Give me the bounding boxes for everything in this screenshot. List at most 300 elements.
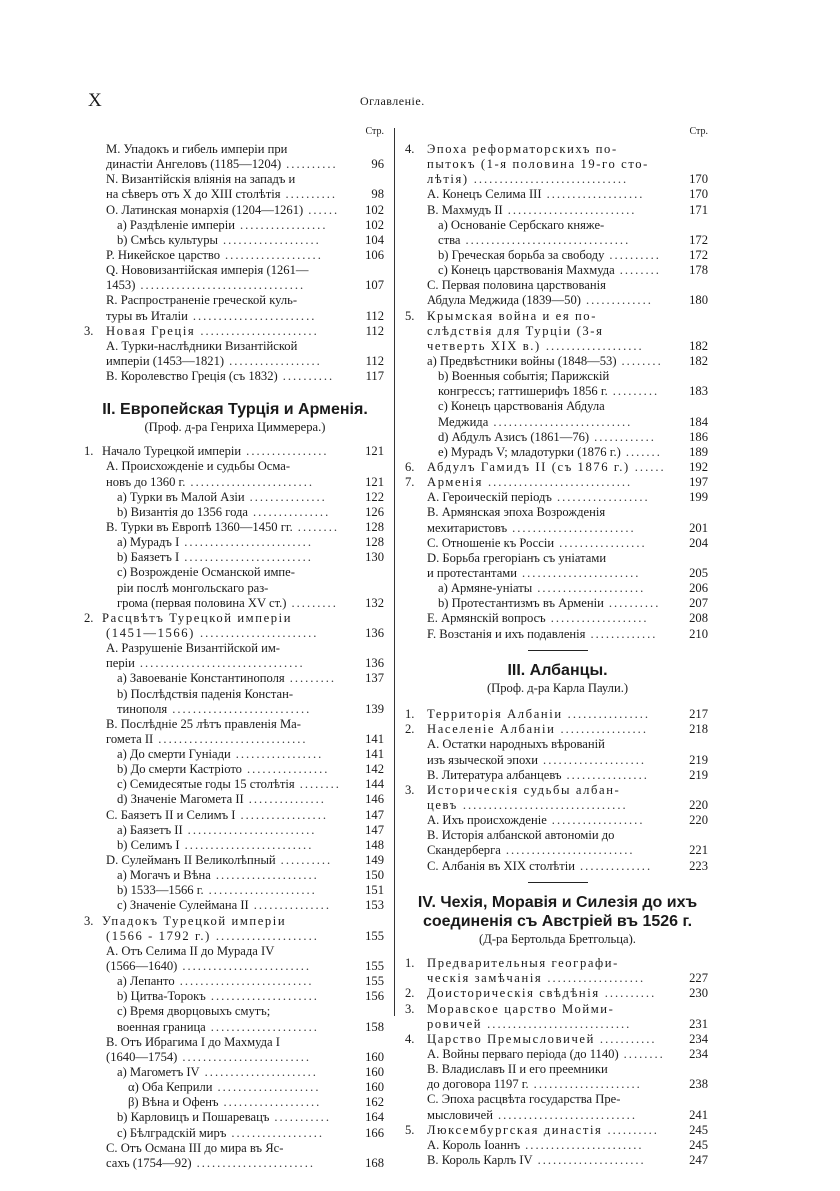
leader-dots: ........................ bbox=[512, 520, 636, 535]
toc-entry bbox=[405, 1062, 710, 1092]
entry-text: C. Албанія въ XIX столѣтіи bbox=[427, 858, 576, 873]
entry-page: 122 bbox=[365, 489, 384, 504]
leader-dots: ................. bbox=[235, 747, 324, 762]
leader-dots: ...... bbox=[308, 202, 340, 217]
toc-line bbox=[84, 868, 386, 883]
toc-line bbox=[84, 1110, 386, 1125]
entry-text: a) Раздѣленіе имперіи bbox=[117, 217, 235, 232]
leader-dots: .............. bbox=[580, 858, 653, 873]
toc-entry bbox=[405, 551, 710, 581]
entry-text: Начало Турецкой имперіи bbox=[102, 444, 242, 459]
toc-entry bbox=[405, 354, 710, 369]
toc-line bbox=[84, 838, 386, 853]
entry-text: A. Турки-наслѣдники Византійской bbox=[106, 338, 298, 353]
entry-text: a) Мурадъ I bbox=[117, 535, 180, 550]
toc-line bbox=[84, 611, 386, 626]
entry-text: военная граница bbox=[117, 1019, 206, 1034]
entry-page: 112 bbox=[365, 353, 384, 368]
toc-line bbox=[84, 263, 386, 278]
toc-line bbox=[405, 309, 710, 324]
leader-dots: ................................ bbox=[465, 232, 631, 247]
entry-page: 102 bbox=[365, 217, 384, 232]
toc-line bbox=[405, 798, 710, 813]
entry-page: 148 bbox=[365, 837, 384, 852]
toc-entry bbox=[405, 1047, 710, 1062]
left-column bbox=[84, 126, 386, 1171]
toc-entry bbox=[405, 430, 710, 445]
toc-line bbox=[84, 1095, 386, 1110]
entry-text: B. Отъ Ибрагима I до Махмуда I bbox=[106, 1034, 280, 1049]
toc-line bbox=[84, 989, 386, 1004]
entry-text: β) Вѣна и Офенъ bbox=[128, 1095, 219, 1110]
entry-text: Населеніе Албаніи bbox=[427, 722, 556, 737]
leader-dots: ......................... bbox=[184, 550, 313, 565]
section-title-line2: соединенія съ Австріей въ 1526 г. bbox=[422, 913, 693, 931]
toc-line bbox=[84, 324, 386, 339]
entry-text: A. Разрушеніе Византійской им- bbox=[106, 641, 280, 656]
toc-entry bbox=[84, 989, 386, 1004]
entry-text: b) Греческая борьба за свободу bbox=[438, 247, 605, 262]
leader-dots: ........ bbox=[619, 263, 661, 278]
leader-dots: ..................... bbox=[537, 581, 646, 596]
leader-dots: .......................... bbox=[179, 974, 314, 989]
entry-text: N. Византійскія вліянія на западъ и bbox=[106, 172, 296, 187]
entry-text: Новая Греція bbox=[106, 323, 196, 338]
section-author: (Проф. д-ра Карла Паули.) bbox=[486, 681, 629, 696]
toc-entry bbox=[84, 823, 386, 838]
toc-line bbox=[84, 641, 386, 656]
entry-text: c) Конецъ царствованія Абдула bbox=[438, 399, 605, 414]
entry-text: (1566—1640) bbox=[106, 959, 178, 974]
toc-line bbox=[405, 722, 710, 737]
entry-text: a) Баязетъ II bbox=[117, 822, 183, 837]
entry-page: 112 bbox=[365, 308, 384, 323]
toc-line bbox=[405, 581, 710, 596]
toc-entry bbox=[84, 263, 386, 293]
leader-dots: ..................... bbox=[210, 989, 319, 1004]
entry-text: D. Сулейманъ II Великолѣпный bbox=[106, 853, 276, 868]
toc-line bbox=[84, 490, 386, 505]
toc-line bbox=[84, 1020, 386, 1035]
leader-dots: ......................... bbox=[507, 202, 637, 217]
entry-text: до договора 1197 г. bbox=[427, 1077, 529, 1092]
leader-dots: ................. bbox=[560, 722, 648, 737]
toc-entry bbox=[84, 142, 386, 172]
entry-text: (1640—1754) bbox=[106, 1049, 178, 1064]
toc-line bbox=[405, 828, 710, 843]
entry-text: B. Королевство Греція (съ 1832) bbox=[106, 369, 278, 384]
entry-page: 221 bbox=[689, 843, 708, 858]
entry-text: c) Конецъ царствованія Махмуда bbox=[438, 263, 615, 278]
toc-line bbox=[405, 172, 710, 187]
entry-text: b) Карловицъ и Пошаревацъ bbox=[117, 1110, 270, 1125]
entry-text: Царство Премысловичей bbox=[427, 1031, 595, 1046]
entry-page: 182 bbox=[689, 338, 708, 353]
entry-text: B. Литература албанцевъ bbox=[427, 767, 562, 782]
entry-text: сахъ (1754—92) bbox=[106, 1155, 192, 1170]
entry-text: новъ до 1360 г. bbox=[106, 474, 186, 489]
leader-dots: ....................... bbox=[522, 565, 641, 580]
entry-page: 234 bbox=[689, 1047, 708, 1062]
entry-page: 155 bbox=[365, 959, 384, 974]
entry-text: b) Цитва-Торокъ bbox=[117, 989, 206, 1004]
entry-page: 128 bbox=[365, 535, 384, 550]
entry-number: 3. bbox=[84, 323, 94, 338]
entry-number: 1. bbox=[405, 707, 415, 722]
entry-text: на сѣверъ отъ X до XIII столѣтія bbox=[106, 187, 281, 202]
toc-line bbox=[405, 1092, 710, 1107]
entry-number: 3. bbox=[405, 1001, 415, 1016]
toc-entry bbox=[84, 172, 386, 202]
toc-line bbox=[84, 883, 386, 898]
entry-number: 1. bbox=[405, 956, 415, 971]
page-label: Стр. bbox=[365, 126, 384, 137]
toc-entry bbox=[84, 565, 386, 610]
entry-page: 117 bbox=[365, 369, 384, 384]
leader-dots: ......................... bbox=[182, 959, 312, 974]
entry-text: Q. Нововизантійская имперія (1261— bbox=[106, 263, 309, 278]
entry-text: мехитаристовъ bbox=[427, 520, 508, 535]
entry-page: 223 bbox=[689, 858, 708, 873]
entry-page: 182 bbox=[689, 353, 708, 368]
entry-page: 106 bbox=[365, 247, 384, 262]
toc-entry bbox=[405, 263, 710, 278]
leader-dots: ................... bbox=[547, 971, 646, 986]
toc-line bbox=[405, 415, 710, 430]
entry-text: гомета II bbox=[106, 731, 154, 746]
entry-number: 2. bbox=[84, 610, 94, 625]
entry-text: Моравское царство Мойми- bbox=[427, 1001, 615, 1016]
entry-text: b) Протестантизмъ въ Арменіи bbox=[438, 596, 604, 611]
leader-dots: ............... bbox=[253, 898, 331, 913]
toc-entry bbox=[84, 611, 386, 641]
entry-page: 245 bbox=[689, 1137, 708, 1152]
toc-line bbox=[405, 354, 710, 369]
toc-entry bbox=[84, 218, 386, 233]
entry-page: 180 bbox=[689, 293, 708, 308]
leader-dots: ................................ bbox=[462, 797, 628, 812]
leader-dots: ............................ bbox=[488, 475, 633, 490]
toc-entry bbox=[405, 536, 710, 551]
toc-line bbox=[405, 1017, 710, 1032]
entry-text: Скандерберга bbox=[427, 843, 501, 858]
entry-page: 141 bbox=[365, 731, 384, 746]
toc-line bbox=[405, 233, 710, 248]
entry-page: 121 bbox=[365, 444, 384, 459]
entry-page: 141 bbox=[365, 747, 384, 762]
entry-text: D. Борьба грегоріанъ съ уніатами bbox=[427, 550, 607, 565]
entry-page: 147 bbox=[365, 822, 384, 837]
toc-line bbox=[84, 369, 386, 384]
toc-line bbox=[84, 581, 386, 596]
entry-text: e) Мурадъ V; младотурки (1876 г.) bbox=[438, 444, 621, 459]
toc-entry bbox=[405, 596, 710, 611]
toc-entry bbox=[405, 309, 710, 354]
entry-page: 172 bbox=[689, 247, 708, 262]
entry-page: 155 bbox=[365, 928, 384, 943]
toc-line bbox=[405, 187, 710, 202]
leader-dots: ...... bbox=[634, 459, 666, 474]
entry-text: C. Эпоха расцвѣта государства Пре- bbox=[427, 1092, 621, 1107]
leader-dots: ................... bbox=[546, 187, 645, 202]
entry-page: 112 bbox=[365, 323, 384, 338]
toc-entry bbox=[84, 1080, 386, 1095]
toc-line bbox=[84, 671, 386, 686]
toc-line bbox=[84, 444, 386, 459]
toc-entry bbox=[84, 444, 386, 459]
section-rule bbox=[528, 650, 588, 652]
leader-dots: ......................... bbox=[184, 535, 313, 550]
toc-list bbox=[405, 956, 710, 1168]
toc-line bbox=[84, 792, 386, 807]
toc-line bbox=[405, 768, 710, 783]
leader-dots: .......... bbox=[286, 157, 338, 172]
toc-entry bbox=[84, 505, 386, 520]
entry-page: 130 bbox=[365, 550, 384, 565]
entry-page: 150 bbox=[365, 868, 384, 883]
leader-dots: ................... bbox=[550, 611, 649, 626]
entry-text: A. Войны перваго періода (до 1140) bbox=[427, 1047, 619, 1062]
entry-page: 197 bbox=[689, 475, 708, 490]
entry-page: 219 bbox=[689, 767, 708, 782]
leader-dots: ......................... bbox=[187, 822, 317, 837]
section-heading-4 bbox=[405, 893, 710, 948]
toc-entry bbox=[405, 445, 710, 460]
leader-dots: ....................... bbox=[200, 323, 319, 338]
entry-text: b) Военныя событія; Парижскій bbox=[438, 369, 610, 384]
entry-page: 128 bbox=[365, 519, 384, 534]
toc-line bbox=[405, 430, 710, 445]
entry-page: 121 bbox=[365, 474, 384, 489]
toc-entry bbox=[84, 687, 386, 717]
toc-entry bbox=[84, 671, 386, 686]
entry-text: Историческія судьбы албан- bbox=[427, 782, 621, 797]
toc-line bbox=[405, 218, 710, 233]
entry-page: 172 bbox=[689, 232, 708, 247]
entry-text: b) Послѣдствія паденія Констан- bbox=[117, 686, 294, 701]
entry-text: b) Византія до 1356 года bbox=[117, 504, 248, 519]
toc-entry bbox=[405, 142, 710, 187]
toc-line bbox=[405, 293, 710, 308]
toc-line bbox=[405, 1153, 710, 1168]
leader-dots: .................... bbox=[215, 868, 319, 883]
toc-entry bbox=[84, 853, 386, 868]
leader-dots: ........... bbox=[599, 1031, 657, 1046]
entry-page: 220 bbox=[689, 797, 708, 812]
toc-entry bbox=[84, 550, 386, 565]
toc-line bbox=[405, 1123, 710, 1138]
toc-line bbox=[405, 536, 710, 551]
toc-line bbox=[405, 339, 710, 354]
entry-page: 208 bbox=[689, 611, 708, 626]
entry-text: a) Основаніе Сербскаго княже- bbox=[438, 217, 605, 232]
toc-entry bbox=[405, 475, 710, 490]
toc-entry bbox=[84, 520, 386, 535]
toc-line bbox=[405, 859, 710, 874]
leader-dots: ...................... bbox=[204, 1065, 318, 1080]
toc-line bbox=[84, 777, 386, 792]
toc-line bbox=[84, 717, 386, 732]
page-title: Оглавленіе. bbox=[360, 94, 425, 108]
entry-text: Крымская война и ея по- bbox=[427, 308, 597, 323]
entry-page: 166 bbox=[365, 1125, 384, 1140]
entry-page: 184 bbox=[689, 414, 708, 429]
entry-page: 230 bbox=[689, 986, 708, 1001]
toc-line bbox=[84, 565, 386, 580]
entry-text: цевъ bbox=[427, 797, 458, 812]
toc-line bbox=[405, 384, 710, 399]
entry-page: 217 bbox=[689, 707, 708, 722]
toc-line bbox=[405, 157, 710, 172]
entry-text: и протестантами bbox=[427, 565, 517, 580]
leader-dots: .......... bbox=[285, 187, 338, 202]
entry-page: 162 bbox=[365, 1095, 384, 1110]
section-heading-3 bbox=[405, 661, 710, 697]
entry-text: конгрессъ; гаттишерифъ 1856 г. bbox=[438, 384, 608, 399]
entry-text: R. Распространеніе греческой куль- bbox=[106, 293, 298, 308]
leader-dots: ........................... bbox=[493, 414, 633, 429]
leader-dots: .................. bbox=[229, 353, 322, 368]
toc-entry bbox=[405, 783, 710, 813]
entry-text: c) Значеніе Сулеймана II bbox=[117, 898, 249, 913]
toc-line bbox=[84, 853, 386, 868]
toc-entry bbox=[405, 1032, 710, 1047]
toc-line bbox=[84, 475, 386, 490]
toc-line bbox=[84, 142, 386, 157]
toc-line bbox=[84, 354, 386, 369]
entry-text: Арменія bbox=[427, 475, 483, 490]
toc-entry bbox=[84, 233, 386, 248]
toc-line bbox=[84, 1065, 386, 1080]
toc-entry bbox=[84, 535, 386, 550]
entry-page: 171 bbox=[689, 202, 708, 217]
toc-entry bbox=[84, 838, 386, 853]
entry-page: 219 bbox=[689, 752, 708, 767]
leader-dots: ..................... bbox=[533, 1077, 642, 1092]
entry-text: B. Король Карлъ IV bbox=[427, 1153, 533, 1168]
toc-line bbox=[84, 520, 386, 535]
toc-line bbox=[84, 550, 386, 565]
entry-page: 218 bbox=[689, 722, 708, 737]
leader-dots: ................. bbox=[240, 807, 328, 822]
entry-page: 146 bbox=[365, 792, 384, 807]
entry-text: a) Турки въ Малой Азіи bbox=[117, 489, 245, 504]
toc-entry bbox=[405, 722, 710, 737]
leader-dots: ............... bbox=[248, 792, 326, 807]
toc-line bbox=[405, 369, 710, 384]
leader-dots: ....... bbox=[625, 444, 662, 459]
entry-text: E. Армянскій вопросъ bbox=[427, 611, 546, 626]
entry-number: 1. bbox=[84, 444, 94, 459]
entry-page: 126 bbox=[365, 504, 384, 519]
entry-text: d) Абдулъ Азисъ (1861—76) bbox=[438, 429, 590, 444]
entry-text: Эпоха реформаторскихъ по- bbox=[427, 142, 618, 156]
leader-dots: ............... bbox=[253, 504, 331, 519]
entry-page: 107 bbox=[365, 278, 384, 293]
entry-text: a) Лепанто bbox=[117, 974, 175, 989]
toc-line bbox=[405, 324, 710, 339]
toc-entry bbox=[405, 187, 710, 202]
toc-line bbox=[84, 626, 386, 641]
leader-dots: ........................ bbox=[192, 308, 317, 323]
toc-entry bbox=[405, 813, 710, 828]
toc-line bbox=[84, 929, 386, 944]
toc-entry bbox=[405, 627, 710, 642]
toc-line bbox=[405, 753, 710, 768]
toc-line bbox=[84, 656, 386, 671]
toc-line bbox=[84, 233, 386, 248]
entry-page: 220 bbox=[689, 813, 708, 828]
entry-page: 104 bbox=[365, 232, 384, 247]
entry-page: 234 bbox=[689, 1031, 708, 1046]
toc-line bbox=[405, 971, 710, 986]
leader-dots: ............... bbox=[249, 489, 327, 504]
entry-page: 170 bbox=[689, 187, 708, 202]
entry-text: Меджида bbox=[438, 414, 489, 429]
toc-line bbox=[84, 339, 386, 354]
entry-number: 6. bbox=[405, 459, 415, 474]
toc-entry bbox=[405, 369, 710, 399]
leader-dots: ......................... bbox=[505, 843, 635, 858]
leader-dots: ....................... bbox=[525, 1137, 644, 1152]
entry-page: 186 bbox=[689, 429, 708, 444]
entry-page: 98 bbox=[371, 187, 384, 202]
toc-line bbox=[405, 399, 710, 414]
entry-page: 227 bbox=[689, 971, 708, 986]
entry-text: a) Могачъ и Вѣна bbox=[117, 868, 211, 883]
entry-number: 2. bbox=[405, 986, 415, 1001]
toc-entry bbox=[405, 1092, 710, 1122]
leader-dots: ................. bbox=[239, 217, 328, 232]
toc-line bbox=[84, 1035, 386, 1050]
toc-entry bbox=[84, 324, 386, 339]
leader-dots: ................................ bbox=[139, 656, 305, 671]
toc-entry bbox=[405, 828, 710, 858]
entry-text: c) Возрожденіе Османской импе- bbox=[117, 565, 295, 580]
toc-line bbox=[405, 445, 710, 460]
leader-dots: ......................... bbox=[182, 1049, 312, 1064]
toc-line bbox=[84, 505, 386, 520]
entry-text: a) Магометъ IV bbox=[117, 1065, 200, 1080]
toc-line bbox=[405, 707, 710, 722]
entry-text: C. Первая половина царствованія bbox=[427, 278, 606, 293]
entry-text: династіи Ангеловъ (1185—1204) bbox=[106, 157, 282, 172]
entry-text: (1566 - 1792 г.) bbox=[106, 928, 211, 943]
page-number: X bbox=[88, 90, 102, 111]
leader-dots: ......................... bbox=[184, 837, 314, 852]
toc-entry bbox=[405, 460, 710, 475]
entry-page: 147 bbox=[365, 807, 384, 822]
entry-page: 136 bbox=[365, 625, 384, 640]
toc-entry bbox=[84, 868, 386, 883]
entry-text: A. Ихъ происхожденіе bbox=[427, 813, 547, 828]
entry-text: изъ языческой эпохи bbox=[427, 752, 539, 767]
entry-text: A. Героическій періодъ bbox=[427, 490, 552, 505]
toc-line bbox=[84, 157, 386, 172]
toc-entry bbox=[84, 339, 386, 369]
leader-dots: .................. bbox=[231, 1125, 325, 1140]
leader-dots: ............................. bbox=[158, 731, 308, 746]
toc-line bbox=[405, 813, 710, 828]
entry-text: имперіи (1453—1821) bbox=[106, 353, 225, 368]
entry-text: B. Послѣдніе 25 лѣтъ правленія Ма- bbox=[106, 716, 301, 731]
toc-entry bbox=[405, 768, 710, 783]
toc-entry bbox=[84, 293, 386, 323]
entry-page: 207 bbox=[689, 596, 708, 611]
toc-line bbox=[405, 521, 710, 536]
toc-line bbox=[84, 218, 386, 233]
entry-text: ровичей bbox=[427, 1016, 483, 1031]
